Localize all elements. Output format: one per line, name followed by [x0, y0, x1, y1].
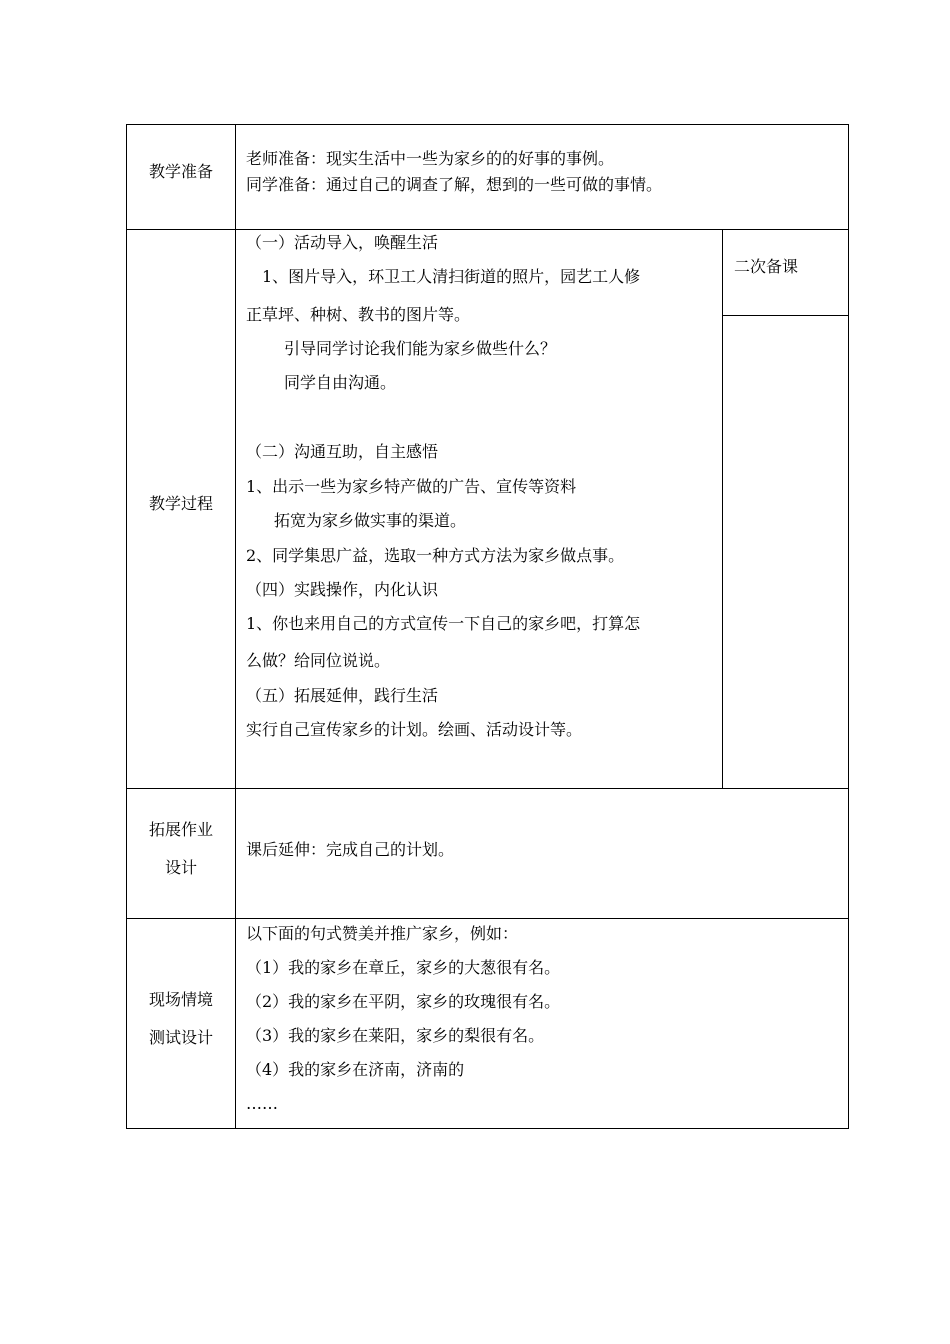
process-line: 么做？给同位说说。 — [246, 651, 391, 670]
process-line: （二）沟通互助，自主感悟 — [246, 442, 439, 461]
test-line: （2）我的家乡在平阴，家乡的玫瑰很有名。 — [246, 992, 561, 1011]
process-line: 1、图片导入，环卫工人清扫街道的照片，园艺工人修 — [262, 267, 641, 286]
test-line: （1）我的家乡在章丘，家乡的大葱很有名。 — [246, 958, 561, 977]
prep-teacher-line: 老师准备：现实生活中一些为家乡的的好事的事例。 — [246, 149, 615, 168]
test-line: …… — [246, 1094, 278, 1113]
test-line: （4）我的家乡在济南，济南的 — [246, 1060, 465, 1079]
homework-text: 课后延伸：完成自己的计划。 — [246, 840, 455, 859]
process-line: 同学自由沟通。 — [284, 373, 397, 392]
test-label-line-2: 测试设计 — [148, 1028, 213, 1047]
process-line: 引导同学讨论我们能为家乡做些什么？ — [284, 339, 557, 358]
process-line: 1、你也来用自己的方式宣传一下自己的家乡吧，打算怎 — [246, 614, 641, 633]
label-column-divider — [235, 124, 236, 1129]
prep-label: 教学准备 — [148, 162, 213, 181]
process-line: （一）活动导入，唤醒生活 — [246, 233, 439, 252]
table-border-right — [848, 124, 849, 1129]
homework-label-line-1: 拓展作业 — [148, 820, 213, 839]
test-line: 以下面的句式赞美并推广家乡，例如： — [246, 924, 519, 943]
table-border-left — [126, 124, 127, 1129]
prep-student-line: 同学准备：通过自己的调查了解，想到的一些可做的事情。 — [246, 175, 663, 194]
process-line: 2、同学集思广益，选取一种方式方法为家乡做点事。 — [246, 546, 625, 565]
test-label-line-1: 现场情境 — [148, 990, 213, 1009]
process-line: （五）拓展延伸，践行生活 — [246, 686, 439, 705]
process-line: 1、出示一些为家乡特产做的广告、宣传等资料 — [246, 477, 577, 496]
homework-label-line-2: 设计 — [164, 858, 197, 877]
process-side-label: 二次备课 — [734, 257, 799, 276]
process-line: 正草坪、种树、教书的图片等。 — [246, 305, 471, 324]
test-line: （3）我的家乡在莱阳，家乡的梨很有名。 — [246, 1026, 545, 1045]
process-line: 实行自己宣传家乡的计划。绘画、活动设计等。 — [246, 720, 583, 739]
side-cell-divider — [722, 315, 848, 316]
process-line: （四）实践操作，内化认识 — [246, 580, 439, 599]
side-column-divider — [722, 229, 723, 788]
process-label: 教学过程 — [148, 494, 213, 513]
process-line: 拓宽为家乡做实事的渠道。 — [274, 511, 467, 530]
